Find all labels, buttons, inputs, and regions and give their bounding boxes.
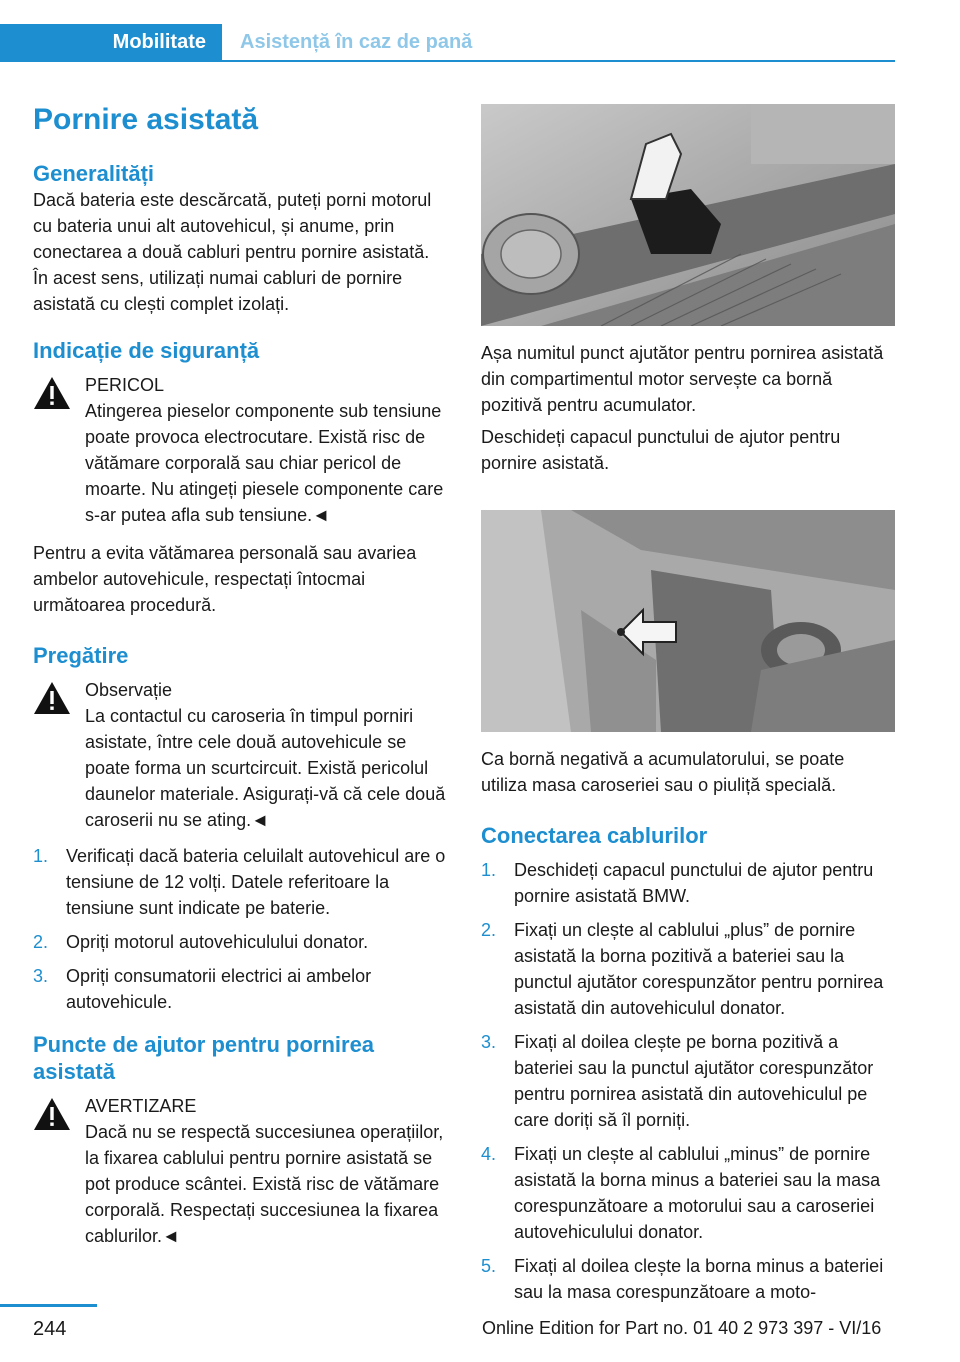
step-number: 5. bbox=[481, 1256, 497, 1276]
right-column bbox=[481, 104, 895, 1313]
list-item bbox=[33, 963, 447, 1015]
tab-mobilitate-label: Mobilitate bbox=[112, 31, 206, 53]
caption-negative-point: Ca bornă negativă a acumulatorului, se poate utiliza masa caroseriei sau o piuliță specială. bbox=[481, 749, 845, 795]
safety-paragraph: Pentru a evita vătămarea personală sau avariea ambelor autovehicule, respectați întocmai următoarea procedură. bbox=[33, 543, 417, 615]
note-text: La contactul cu caroseria în timpul porniri asistate, între cele două autovehicule se poate forma un scurtcircuit. Există pericolul daunelor materiale. Asigurați-vă că cele două caroserii nu se ating.◄ bbox=[85, 706, 446, 830]
tab-asistenta-label: Asistență în caz de pană bbox=[240, 31, 473, 53]
preparation-steps bbox=[33, 843, 447, 1015]
warning-title: AVERTIZARE bbox=[85, 1096, 197, 1116]
list-item bbox=[33, 843, 447, 921]
edition-text: Online Edition for Part no. 01 40 2 973 397 - VI/16 bbox=[482, 1318, 882, 1338]
tab-mobilitate[interactable] bbox=[0, 24, 222, 61]
list-item bbox=[33, 929, 447, 955]
list-item bbox=[481, 1029, 895, 1133]
warning-pericol bbox=[33, 372, 447, 528]
warning-avertizare bbox=[33, 1093, 447, 1249]
note-observatie bbox=[33, 677, 447, 833]
step-number: 1. bbox=[481, 860, 497, 880]
page-number: 244 bbox=[33, 1318, 67, 1340]
step-text: Deschideți capacul punctului de ajutor pentru pornire asistată BMW. bbox=[514, 860, 874, 906]
engine-bay-photo-positive bbox=[481, 104, 895, 326]
heading-generalitati: Generalități bbox=[33, 161, 155, 186]
caption-positive-point: Așa numitul punct ajutător pentru pornirea asistată din compartimentul motor servește ca bornă pozitivă pentru acumulator. bbox=[481, 343, 884, 415]
step-text: Fixați al doilea clește pe borna pozitivă a bateriei sau la punctul ajutător corespunzător pentru pornirea asistată din autovehiculul pe care doriți să îl porniți. bbox=[514, 1032, 874, 1130]
general-text: Dacă bateria este descărcată, puteți porni motorul cu bateria unui alt autovehicul, și anume, prin conectarea a două cabluri pentru pornire asistată. În acest sens, utilizați numai cabluri de pornire asistată cu clești complet izolați. bbox=[33, 190, 432, 314]
footer-divider bbox=[0, 1304, 97, 1307]
header-divider bbox=[0, 60, 895, 62]
left-column bbox=[33, 100, 447, 1249]
heading-pregatire: Pregătire bbox=[33, 643, 129, 668]
warning-title: PERICOL bbox=[85, 375, 165, 395]
page-title: Pornire asistată bbox=[33, 103, 259, 136]
step-text: Fixați un clește al cablului „plus” de pornire asistată la borna pozitivă a bateriei sau la punctul ajutător corespunzător pentru pornirea asistată din autovehiculul donator. bbox=[514, 920, 884, 1018]
step-text: Verificați dacă bateria celuilalt autovehicul are o tensiune de 12 volți. Datele referitoare la tensiune sunt indicate pe baterie. bbox=[66, 846, 446, 918]
list-item bbox=[481, 1141, 895, 1245]
step-text: Fixați un clește al cablului „minus” de pornire asistată la borna minus a bateriei sau la masa corespunzătoare a motorului sau a caroseriei autovehiculului donator. bbox=[514, 1144, 881, 1242]
engine-bay-photo-negative bbox=[481, 510, 895, 732]
warning-text: Dacă nu se respectă succesiunea operațiilor, la fixarea cablului pentru pornire asistată se pot produce scântei. Există risc de vătămare corporală. Respectați succesiunea la fixarea cablurilor.◄ bbox=[85, 1122, 444, 1246]
list-item bbox=[481, 917, 895, 1021]
step-text: Opriți consumatorii electrici ai ambelor autovehicule. bbox=[66, 966, 372, 1012]
step-text: Fixați al doilea clește la borna minus a bateriei sau la masa corespunzătoare a moto- bbox=[514, 1256, 884, 1302]
caption-open-cover: Deschideți capacul punctului de ajutor pentru pornire asistată. bbox=[481, 427, 841, 473]
heading-siguranta: Indicație de siguranță bbox=[33, 338, 260, 363]
step-text: Opriți motorul autovehiculului donator. bbox=[66, 932, 369, 952]
step-number: 3. bbox=[481, 1032, 497, 1052]
warning-triangle-icon bbox=[33, 376, 71, 410]
list-item bbox=[481, 857, 895, 909]
note-title: Observație bbox=[85, 680, 173, 700]
heading-conectarea-cablurilor: Conectarea cablurilor bbox=[481, 823, 708, 848]
step-number: 2. bbox=[481, 920, 497, 940]
step-number: 4. bbox=[481, 1144, 497, 1164]
list-item bbox=[481, 1253, 895, 1305]
heading-puncte-ajutor: Puncte de ajutor pentru pornirea asistată bbox=[33, 1032, 375, 1084]
warning-triangle-icon bbox=[33, 681, 71, 715]
step-number: 2. bbox=[33, 932, 49, 952]
step-number: 3. bbox=[33, 966, 49, 986]
warning-text: Atingerea pieselor componente sub tensiune poate provoca electrocutare. Există risc de vătămare corporală sau chiar pericol de moarte. Nu atingeți piesele componente care s-ar putea afla sub tensiune.◄ bbox=[85, 401, 444, 525]
warning-triangle-icon bbox=[33, 1097, 71, 1131]
cable-steps bbox=[481, 857, 895, 1305]
tab-asistenta[interactable] bbox=[226, 24, 472, 61]
step-number: 1. bbox=[33, 846, 49, 866]
